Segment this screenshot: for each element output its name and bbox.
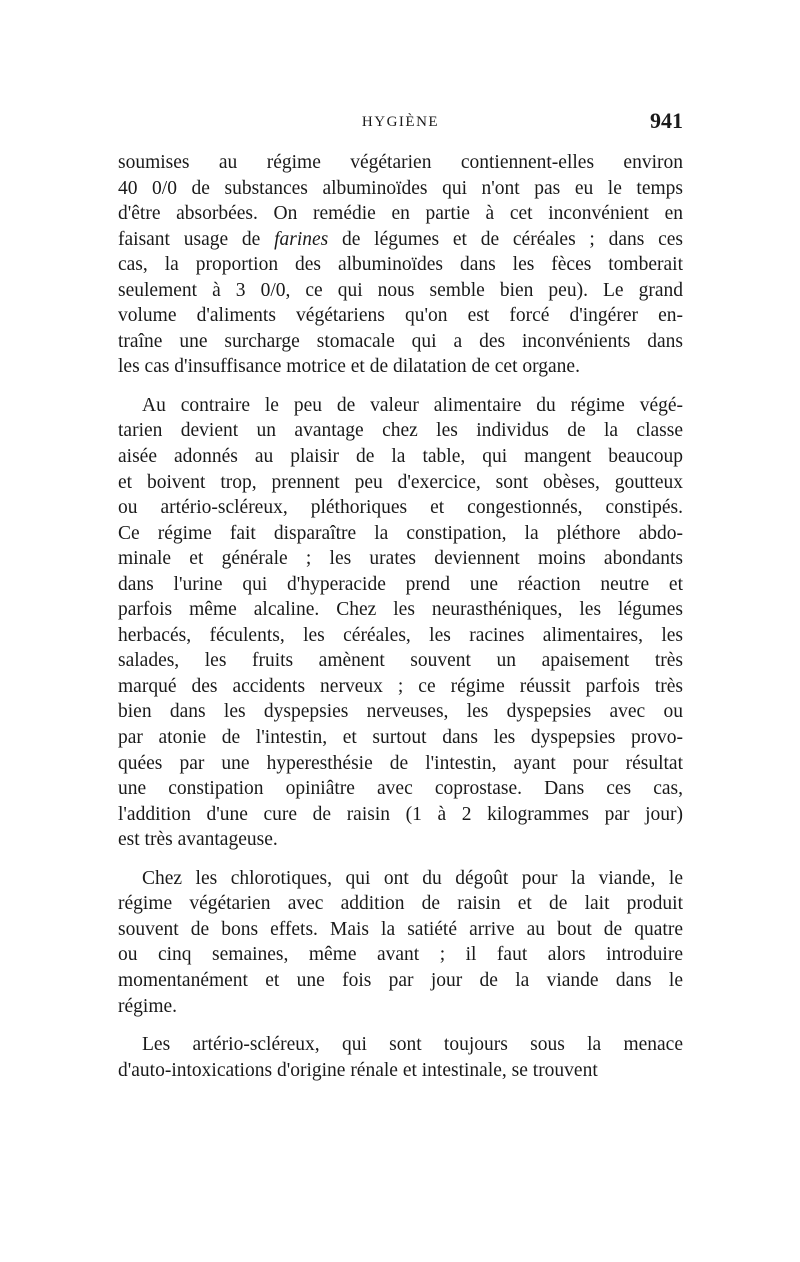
- text-line: soumises au régime végétarien contiennent-elles environ: [118, 152, 683, 173]
- text-line: traîne une surcharge stomacale qui a des inconvénients dans: [118, 330, 683, 352]
- text-line: souvent de bons effets. Mais la satiété arrive au bout de quatre: [118, 918, 683, 940]
- text-line: Les artério-scléreux, qui sont toujours sous la menace: [142, 1034, 683, 1056]
- paragraph-gap: [118, 380, 683, 393]
- text-line: 40 0/0 de substances albuminoïdes qui n'ont pas eu le temps: [118, 177, 683, 199]
- text-line: d'auto-intoxications d'origine rénale et intestinale, se trouvent: [118, 1059, 598, 1081]
- text-line: une constipation opiniâtre avec coprostase. Dans ces cas,: [118, 778, 683, 800]
- paragraph: [118, 866, 683, 1019]
- body-text: [118, 150, 683, 1083]
- text-line: volume d'aliments végétariens qu'on est forcé d'ingérer en-: [118, 305, 683, 327]
- text-line: seulement à 3 0/0, ce qui nous semble bien peu). Le grand: [118, 279, 683, 301]
- text-line: Au contraire le peu de valeur alimentaire du régime végé-: [142, 394, 683, 416]
- text-line: Ce régime fait disparaître la constipation, la pléthore abdo-: [118, 522, 683, 544]
- text-line: minale et générale ; les urates deviennent moins abondants: [118, 548, 683, 570]
- italic-word: farines: [274, 228, 329, 250]
- text-line: herbacés, féculents, les céréales, les racines alimentaires, les: [118, 624, 683, 646]
- text-line: d'être absorbées. On remédie en partie à cet inconvénient en: [118, 203, 683, 225]
- paragraph: [118, 1032, 683, 1083]
- text-line: ou cinq semaines, même avant ; il faut alors introduire: [118, 944, 683, 966]
- text-line: régime.: [118, 995, 178, 1017]
- running-title: HYGIÈNE: [361, 114, 440, 130]
- text-line: salades, les fruits amènent souvent un apaisement très: [118, 650, 683, 672]
- text-line: tarien devient un avantage chez les individus de la classe: [118, 420, 683, 442]
- text-line: les cas d'insuffisance motrice et de dilatation de cet organe.: [118, 356, 580, 378]
- paragraph-gap: [118, 1019, 683, 1032]
- text-line: marqué des accidents nerveux ; ce régime réussit parfois très: [118, 675, 683, 697]
- paragraph-gap: [118, 853, 683, 866]
- text-line: dans l'urine qui d'hyperacide prend une réaction neutre et: [118, 573, 683, 595]
- paragraph: [118, 150, 683, 380]
- running-head: [118, 108, 683, 138]
- text-line: faisant usage de farines de légumes et de céréales ; dans ces: [118, 228, 683, 250]
- text-line: ou artério-scléreux, pléthoriques et congestionnés, constipés.: [118, 497, 683, 519]
- text-line: bien dans les dyspepsies nerveuses, les dyspepsies avec ou: [118, 701, 683, 723]
- text-line: l'addition d'une cure de raisin (1 à 2 kilogrammes par jour): [118, 803, 683, 825]
- text-line: est très avantageuse.: [118, 829, 278, 851]
- text-line: par atonie de l'intestin, et surtout dans les dyspepsies provo-: [118, 727, 683, 749]
- text-line: quées par une hyperesthésie de l'intestin, ayant pour résultat: [118, 752, 683, 774]
- text-line: Chez les chlorotiques, qui ont du dégoût pour la viande, le: [142, 867, 683, 889]
- text-line: parfois même alcaline. Chez les neurasthéniques, les légumes: [118, 599, 683, 621]
- text-line: et boivent trop, prennent peu d'exercice, sont obèses, goutteux: [118, 471, 683, 493]
- text-line: aisée adonnés au plaisir de la table, qui mangent beaucoup: [118, 446, 683, 468]
- text-line: momentanément et une fois par jour de la viande dans le: [118, 969, 683, 991]
- text-line: cas, la proportion des albuminoïdes dans les fèces tomberait: [118, 254, 683, 276]
- page-number: 941: [650, 108, 683, 133]
- paragraph: [118, 393, 683, 853]
- text-line: régime végétarien avec addition de raisin et de lait produit: [118, 893, 683, 915]
